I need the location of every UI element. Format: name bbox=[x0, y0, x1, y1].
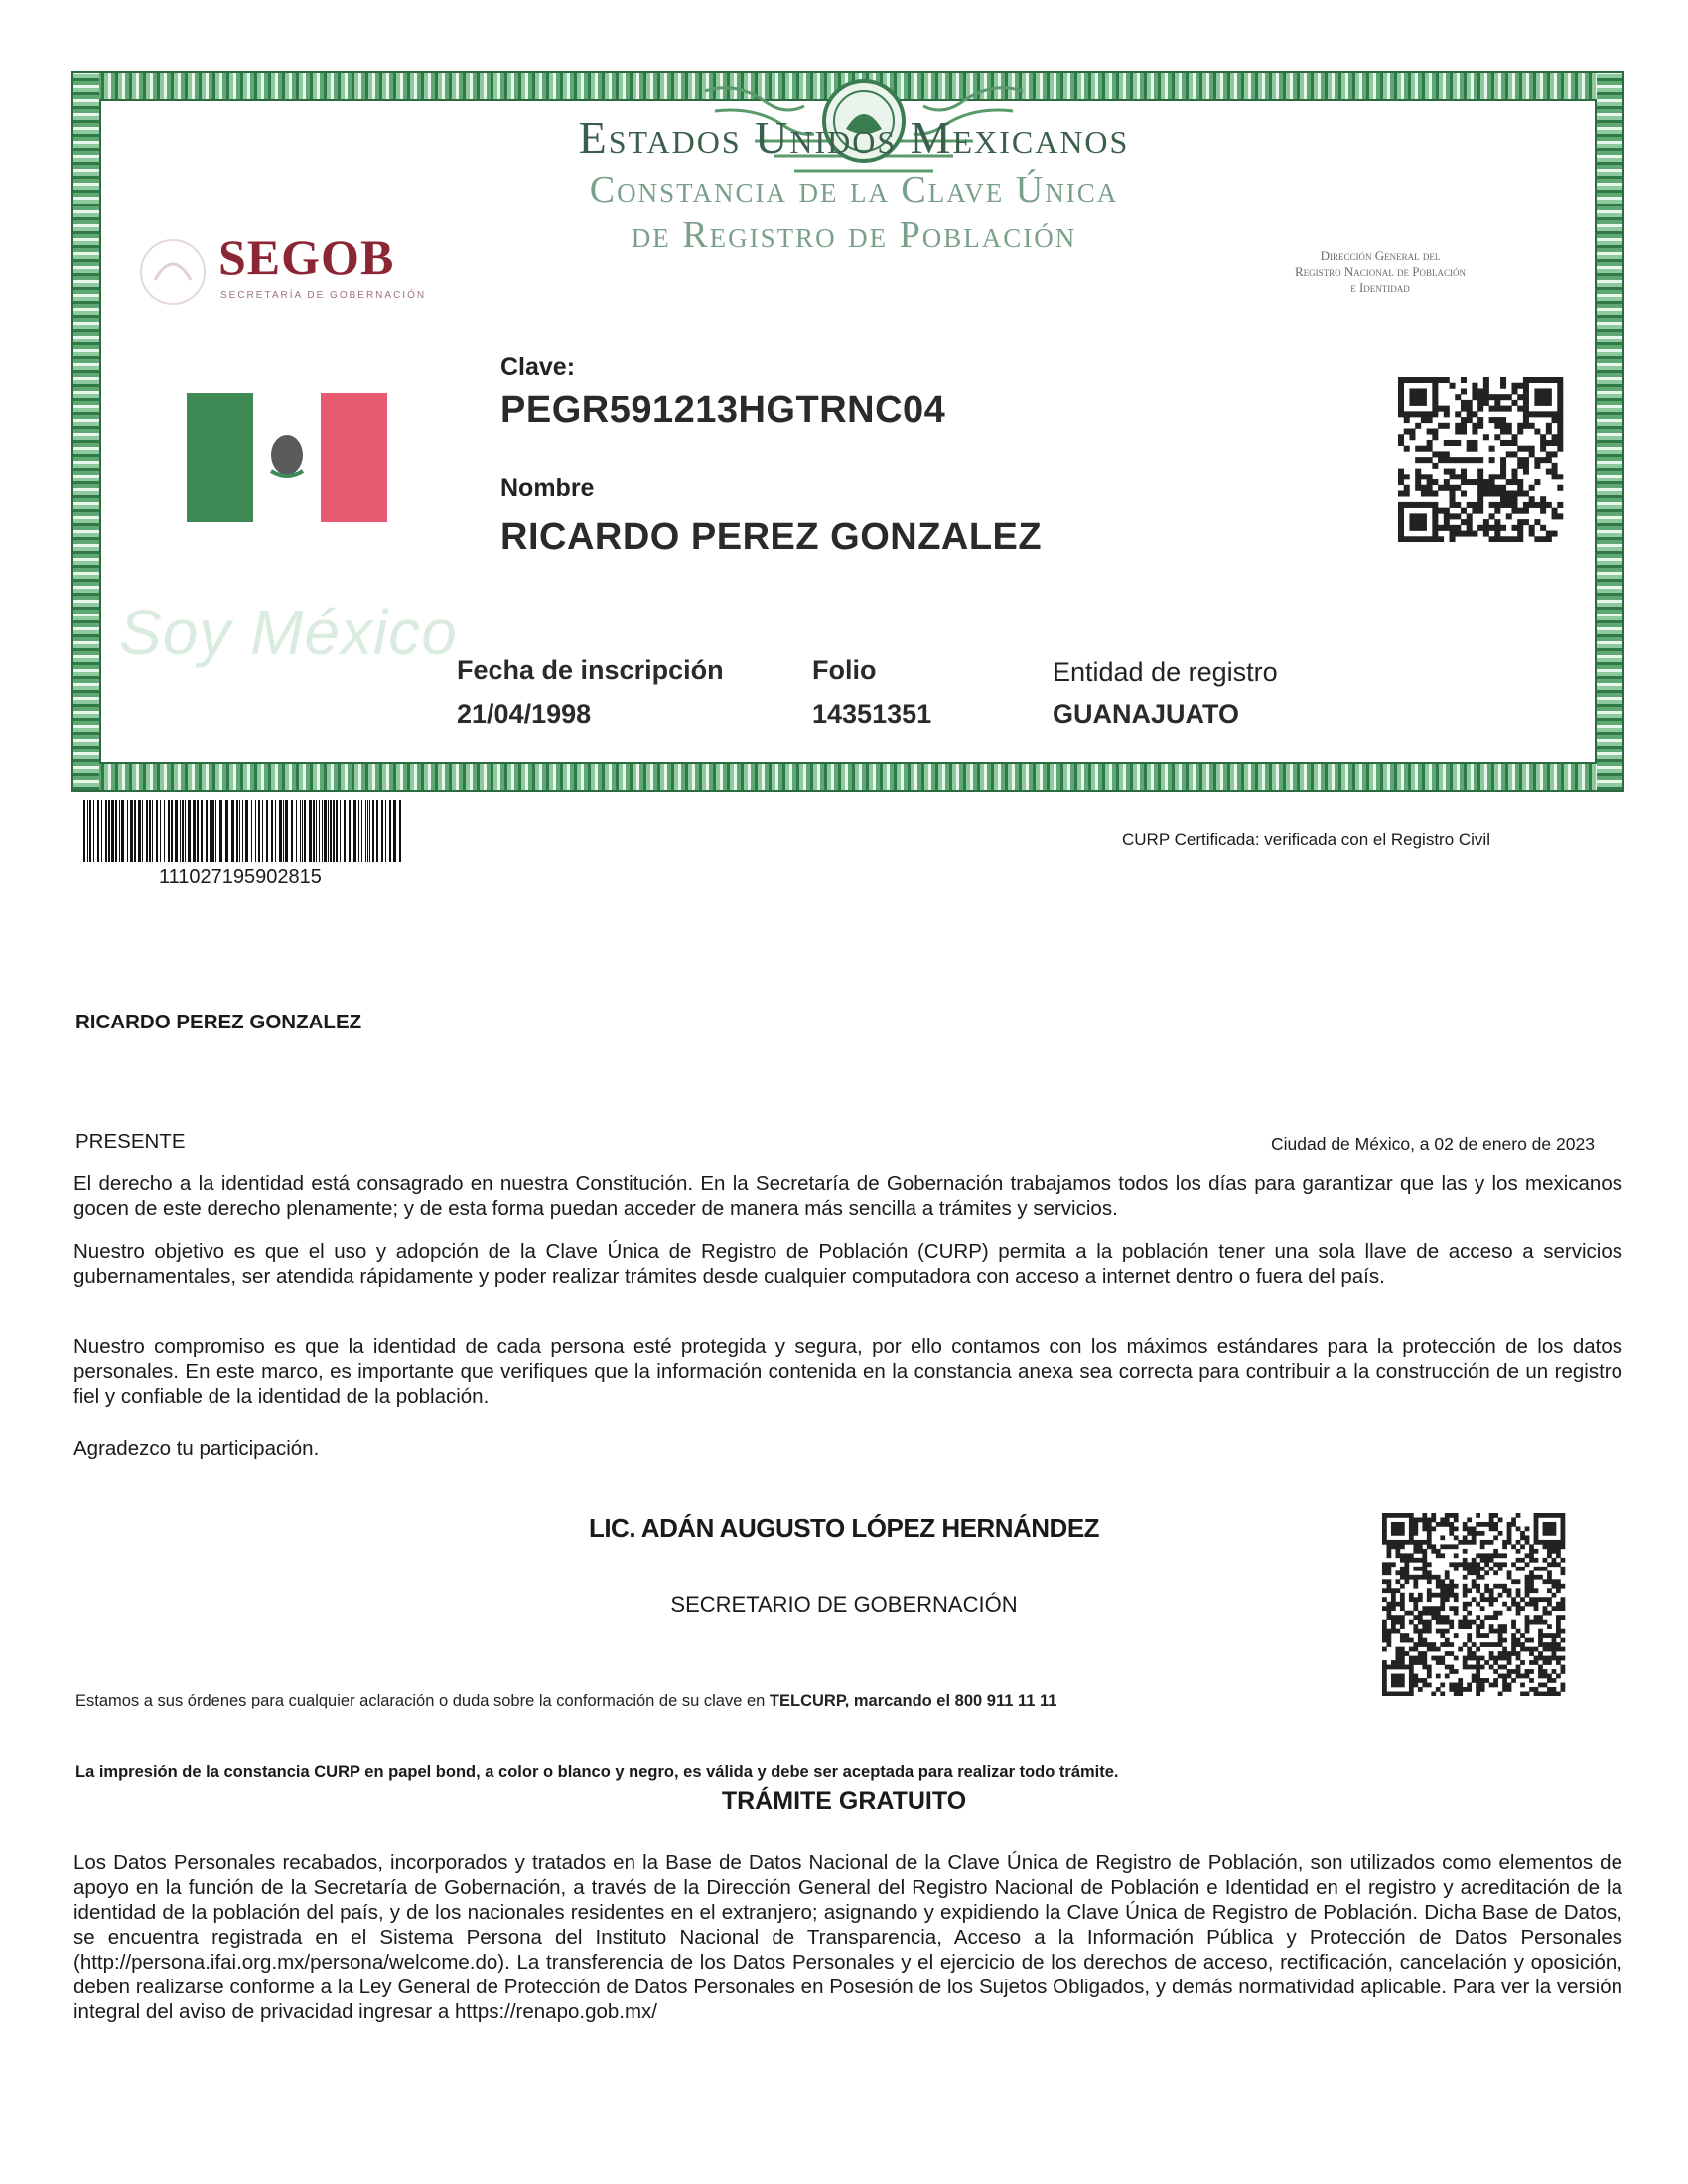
folio-label: Folio bbox=[812, 655, 877, 685]
country-title: Estados Unidos Mexicanos bbox=[578, 112, 1130, 163]
dgr-line2: Registro Nacional de Población bbox=[1294, 264, 1467, 279]
signature-qr-code bbox=[1382, 1513, 1567, 1696]
frame-border-right bbox=[1597, 73, 1622, 790]
barcode-number: 111027195902815 bbox=[159, 866, 322, 887]
soy-mexico-watermark: Soy México bbox=[119, 597, 458, 668]
mexican-flag-icon bbox=[187, 393, 387, 522]
folio-value: 14351351 bbox=[812, 699, 932, 729]
certificate-qr-code bbox=[1398, 377, 1567, 542]
telcurp-number: TELCURP, marcando el 800 911 11 11 bbox=[769, 1692, 1057, 1709]
segob-subtitle: SECRETARÍA DE GOBERNACIÓN bbox=[220, 290, 427, 301]
dgr-line1: Dirección General del bbox=[1320, 248, 1441, 263]
document-title-line2: de Registro de Población bbox=[631, 214, 1077, 256]
fecha-label: Fecha de inscripción bbox=[457, 655, 724, 685]
nombre-label: Nombre bbox=[500, 475, 595, 502]
letter-paragraph-2: Nuestro objetivo es que el uso y adopción de la Clave Única de Registro de Población (CURP) permita a la población tener una sola llave de acceso a servicios gubernamentales, ser atendida rápidamente y poder realizar trámites desde cualquier computadora con acceso a internet dentro o fuera del país. bbox=[73, 1240, 1622, 1288]
clave-value: PEGR591213HGTRNC04 bbox=[500, 389, 946, 431]
contact-line bbox=[75, 1692, 1466, 1710]
signer-name: LIC. ADÁN AUGUSTO LÓPEZ HERNÁNDEZ bbox=[588, 1513, 1100, 1543]
nombre-value: RICARDO PEREZ GONZALEZ bbox=[500, 516, 1043, 558]
thanks-text: Agradezco tu participación. bbox=[73, 1437, 320, 1460]
tramite-gratuito: TRÁMITE GRATUITO bbox=[721, 1787, 967, 1815]
entidad-value: GUANAJUATO bbox=[1053, 699, 1240, 729]
letter-recipient: RICARDO PEREZ GONZALEZ bbox=[75, 1011, 362, 1033]
validity-notice: La impresión de la constancia CURP en papel bond, a color o blanco y negro, es válida y debe ser aceptada para realizar todo trámite. bbox=[75, 1763, 1119, 1781]
segob-logo: SEGOB bbox=[218, 229, 395, 285]
dgr-logo-text bbox=[1211, 248, 1549, 296]
clave-label: Clave: bbox=[500, 353, 576, 381]
barcode bbox=[83, 800, 407, 862]
fecha-value: 21/04/1998 bbox=[457, 699, 592, 729]
entidad-label: Entidad de registro bbox=[1053, 657, 1278, 687]
contact-text: Estamos a sus órdenes para cualquier aclaración o duda sobre la conformación de su clave en bbox=[75, 1692, 770, 1709]
place-date: Ciudad de México, a 02 de enero de 2023 bbox=[1271, 1134, 1595, 1154]
letter-paragraph-1: El derecho a la identidad está consagrado en nuestra Constitución. En la Secretaría de Gobernación trabajamos todos los días para garantizar que las y los mexicanos gocen de este derecho plenamente; y de esta forma puedan acceder de manera más sencilla a trámites y servicios. bbox=[73, 1172, 1622, 1220]
presente-text: PRESENTE bbox=[75, 1130, 186, 1153]
curp-certificada-text: CURP Certificada: verificada con el Registro Civil bbox=[1122, 830, 1490, 849]
privacy-notice: Los Datos Personales recabados, incorporados y tratados en la Base de Datos Nacional de la Clave Única de Registro de Población, son utilizados como elementos de apoyo en la función de la Secretaría de Gobernación, a través de la Dirección General del Registro Nacional de Población e Identidad en el registro y acreditación de la identidad de la población del país, y de los nacionales residentes en el extranjero; asignando y expidiendo la Clave Única de Registro de Población. Dicha Base de Datos, se encuentra registrada en el Sistema Persona del Instituto Nacional de Transparencia, Acceso a la Información Pública y Protección de Datos Personales (http://persona.ifai.org.mx/persona/welcome.do). La transferencia de los Datos Personales y el ejercicio de los derechos de acceso, rectificación, cancelación y oposición, deben realizarse conforme a la Ley General de Protección de Datos Personales en Posesión de los Sujetos Obligados, y demás normatividad aplicable. Para ver la versión integral del aviso de privacidad ingresar a https://renapo.gob.mx/ bbox=[73, 1851, 1622, 2023]
document-title bbox=[427, 167, 1281, 258]
letter-paragraph-3: Nuestro compromiso es que la identidad de cada persona esté protegida y segura, por ello contamos con los máximos estándares para la protección de los datos personales. En este marco, es importante que verifiques que la información contenida en la constancia anexa sea correcta para contribuir a la construcción de un registro fiel y confiable de la identidad de la población. bbox=[73, 1335, 1622, 1408]
dgr-line3: e Identidad bbox=[1350, 280, 1410, 295]
signer-title: SECRETARIO DE GOBERNACIÓN bbox=[670, 1592, 1018, 1617]
segob-seal-icon bbox=[133, 236, 212, 308]
frame-border-left bbox=[73, 73, 99, 790]
document-title-line1: Constancia de la Clave Única bbox=[589, 169, 1119, 210]
